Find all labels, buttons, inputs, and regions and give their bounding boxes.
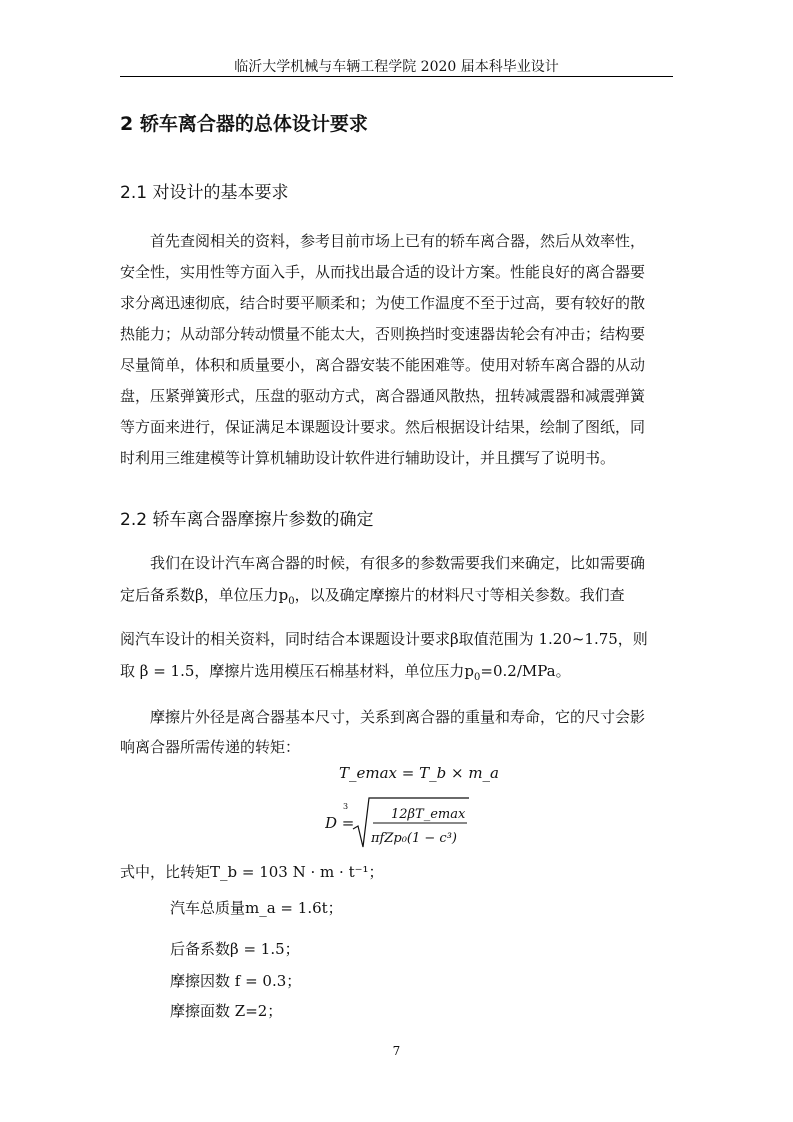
paragraph-line: 安全性，实用性等方面入手，从而找出最合适的设计方案。性能良好的离合器要 <box>120 263 646 281</box>
running-header: 临沂大学机械与车辆工程学院 2020 届本科毕业设计 <box>234 59 559 75</box>
formula-numerator: 12βT_emax <box>391 807 466 822</box>
paragraph-line: 尽量简单，体积和质量要小，离合器安装不能困难等。使用对轿车离合器的从动 <box>120 356 646 374</box>
paragraph-line: 盘，压紧弹簧形式，压盘的驱动方式，离合器通风散热，扭转减震器和减震弹簧 <box>120 387 646 405</box>
paragraph-line: 时利用三维建模等计算机辅助设计软件进行辅助设计，并且撰写了说明书。 <box>120 449 616 467</box>
formula-denominator: πfZp₀(1 − c³) <box>371 831 457 846</box>
paragraph-line: 摩擦片外径是离合器基本尺寸，关系到离合器的重量和寿命，它的尺寸会影 <box>150 708 646 726</box>
section2-paragraph-2 <box>120 702 673 762</box>
section-title-2-1: 2.1 对设计的基本要求 <box>120 183 289 203</box>
formula-torque: T_emax = T_b × m_a <box>339 764 499 782</box>
params-intro: 式中，比转矩T_b = 103 N · m · t⁻¹； <box>120 863 384 881</box>
page-number: 7 <box>392 1044 401 1058</box>
paragraph-line: 热能力；从动部分转动惯量不能太大，否则换挡时变速器齿轮会有冲击；结构要 <box>120 325 646 343</box>
param-faces: 摩擦面数 Z=2； <box>170 1002 283 1020</box>
header-rule <box>120 76 673 77</box>
section2-paragraph-1-cont <box>120 623 673 694</box>
paragraph-line: 首先查阅相关的资料，参考目前市场上已有的轿车离合器，然后从效率性， <box>150 232 646 250</box>
param-friction: 摩擦因数 f = 0.3； <box>170 972 302 990</box>
formula-diameter <box>325 795 485 857</box>
chapter-title: 2 轿车离合器的总体设计要求 <box>120 113 368 135</box>
paragraph-line: 阅汽车设计的相关资料，同时结合本课题设计要求β取值范围为 1.20~1.75，则 <box>120 630 648 648</box>
paragraph-line: 响离合器所需传递的转矩： <box>120 738 301 756</box>
paragraph-line: 等方面来进行，保证满足本课题设计要求。然后根据设计结果，绘制了图纸，同 <box>120 418 646 436</box>
param-mass: 汽车总质量m_a = 1.6t； <box>170 899 343 917</box>
section-title-2-2: 2.2 轿车离合器摩擦片参数的确定 <box>120 510 374 530</box>
formula-lhs: D = <box>325 814 355 832</box>
param-beta: 后备系数β = 1.5； <box>170 940 300 958</box>
paragraph-line: 定后备系数β，单位压力$p_0$，以及确定摩擦片的材料尺寸等相关参数。我们查 <box>120 586 625 607</box>
root-index: 3 <box>343 802 349 811</box>
paragraph-line: 求分离迅速彻底，结合时要平顺柔和；为使工作温度不至于过高，要有较好的散 <box>120 294 646 312</box>
section2-paragraph-1 <box>120 547 673 618</box>
params-intro-block <box>120 857 673 887</box>
section1-paragraph <box>120 226 673 474</box>
paragraph-line: 取 β = 1.5，摩擦片选用模压石棉基材料，单位压力$p_0=0.2$/MPa。 <box>120 662 571 683</box>
params-list <box>120 893 673 1026</box>
formula-diameter-svg <box>325 795 485 857</box>
paragraph-line: 我们在设计汽车离合器的时候，有很多的参数需要我们来确定，比如需要确 <box>150 554 646 572</box>
